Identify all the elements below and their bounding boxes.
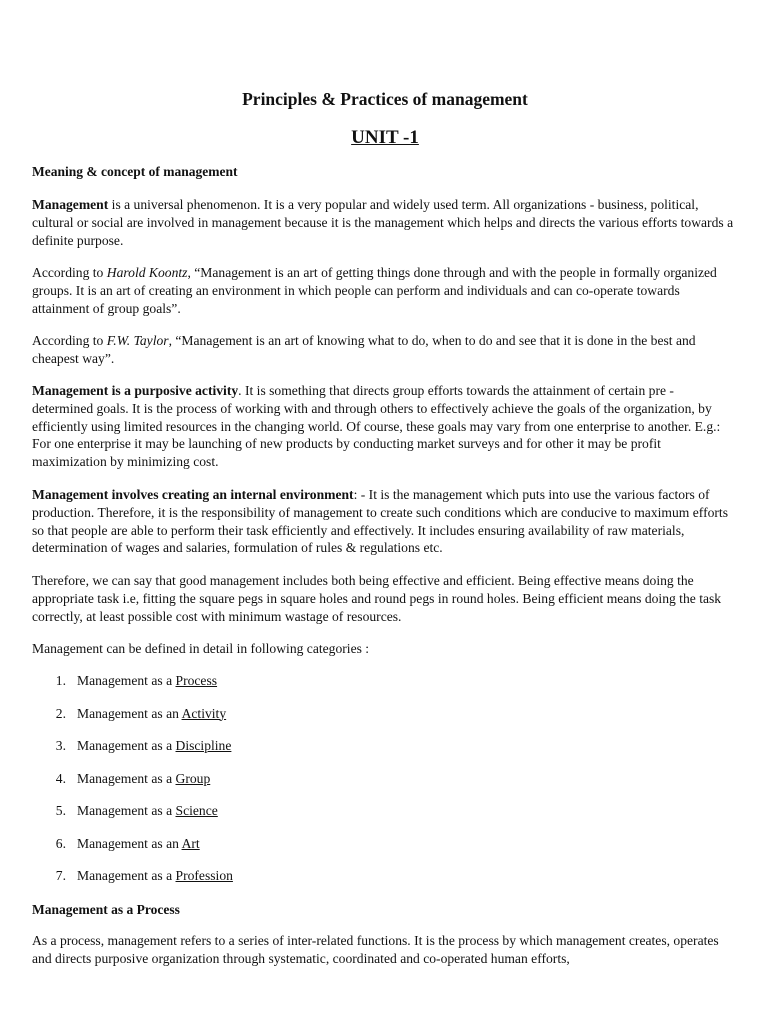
- list-item-prefix: Management as a: [77, 868, 176, 883]
- list-item: [32, 737, 738, 770]
- category-link-group[interactable]: Group: [175, 770, 211, 786]
- list-item-prefix: Management as a: [77, 673, 176, 688]
- list-item-prefix: Management as an: [77, 835, 182, 851]
- list-number: 4.: [55, 770, 66, 786]
- paragraph-taylor-quote: [32, 332, 738, 368]
- list-number: 2.: [55, 705, 66, 721]
- list-item: [32, 835, 738, 868]
- bold-lead: Management involves creating an internal environment: [32, 487, 354, 502]
- list-item-prefix: Management as an: [77, 705, 182, 721]
- category-link-activity[interactable]: Activity: [181, 705, 227, 721]
- list-item-text: [77, 705, 226, 723]
- list-item: [32, 802, 738, 835]
- paragraph-text: is a universal phenomenon. It is a very popular and widely used term. All organizations - business, political, cultural or social are involved in management because it is the management which helps and directs the various efforts towards a definite purpose.: [32, 197, 734, 248]
- paragraph-koontz-quote: [32, 264, 738, 317]
- list-number: 5.: [55, 803, 66, 818]
- paragraph-internal-environment: [32, 486, 738, 557]
- author-name: F.W. Taylor: [106, 333, 169, 348]
- term-management: Management: [32, 197, 109, 212]
- categories-list: [32, 672, 738, 900]
- paragraph-process: As a process, management refers to a series of inter-related functions. It is the process by which management creates, operates and directs purposive organization through systematic, coordinated and co-operated human efforts,: [32, 933, 719, 966]
- category-link-discipline[interactable]: Discipline: [175, 738, 232, 753]
- paragraph-text: : - It is the management which puts into use the various factors of production. Therefore, it is the responsibility of management to create such conditions which are conducive to maximum efforts so that people are able to perform their task efficiently and effectively. It includes ensuring availability of raw materials, determination of wages and salaries, formulation of rules & regulations etc.: [32, 487, 728, 556]
- list-item-text: [77, 867, 233, 885]
- list-item-text: [77, 672, 217, 690]
- list-number: 7.: [55, 868, 66, 883]
- paragraph-prefix: According to: [32, 265, 107, 280]
- paragraph-text: , “Management is an art of getting things done through and with the people in formally organized groups. It is an art of creating an environment in which people can perform and individuals and can co-operate towards attainment of group goals”.: [32, 265, 717, 316]
- document-title: Principles & Practices of management: [242, 89, 528, 109]
- list-number: 1.: [55, 673, 66, 688]
- category-link-art[interactable]: Art: [181, 835, 200, 851]
- paragraph-text: . It is something that directs group efforts towards the attainment of certain pre - determined goals. It is the process of working with and through others to effectively achieve the goals of the organization, by efficiently using limited resources in the changing world. Of course, these goals may vary from one enterprise to another. E.g.: For one enterprise it may be launching of new products by conducting market surveys and for other it may be profit maximization by minimizing cost.: [32, 383, 721, 470]
- list-item: [32, 770, 738, 803]
- category-link-science[interactable]: Science: [175, 803, 218, 818]
- section-heading-process: Management as a Process: [32, 902, 180, 917]
- author-name: Harold Koontz: [106, 265, 188, 280]
- paragraph-categories-intro: Management can be defined in detail in following categories :: [32, 641, 370, 656]
- list-item-prefix: Management as a: [77, 770, 176, 786]
- bold-lead: Management is a purposive activity: [32, 383, 239, 398]
- list-item: [32, 867, 738, 900]
- paragraph-effective-efficient: Therefore, we can say that good management includes both being effective and efficient. Being effective means doing the appropriate task i.e, fitting the square pegs in square holes and round pegs in round holes. Being efficient means doing the task correctly, at least possible cost with minimum wastage of resources.: [32, 573, 722, 624]
- paragraph-prefix: According to: [32, 333, 107, 348]
- category-link-process[interactable]: Process: [175, 673, 218, 688]
- list-item: [32, 672, 738, 705]
- list-item-prefix: Management as a: [77, 738, 176, 753]
- paragraph-definition: [32, 196, 738, 249]
- list-number: 6.: [55, 835, 66, 851]
- list-item-text: [77, 802, 218, 820]
- list-item: [32, 705, 738, 738]
- section-heading-meaning: Meaning & concept of management: [32, 164, 238, 179]
- paragraph-purposive-activity: [32, 382, 738, 471]
- list-number: 3.: [55, 738, 66, 753]
- unit-heading: UNIT -1: [351, 127, 419, 148]
- list-item-text: [77, 770, 210, 788]
- list-item-text: [77, 737, 231, 755]
- paragraph-text: , “Management is an art of knowing what to do, when to do and see that it is done in the best and cheapest way”.: [32, 333, 696, 366]
- document-page: [32, 0, 738, 1024]
- category-link-profession[interactable]: Profession: [175, 868, 233, 883]
- list-item-prefix: Management as a: [77, 803, 176, 818]
- list-item-text: [77, 835, 200, 853]
